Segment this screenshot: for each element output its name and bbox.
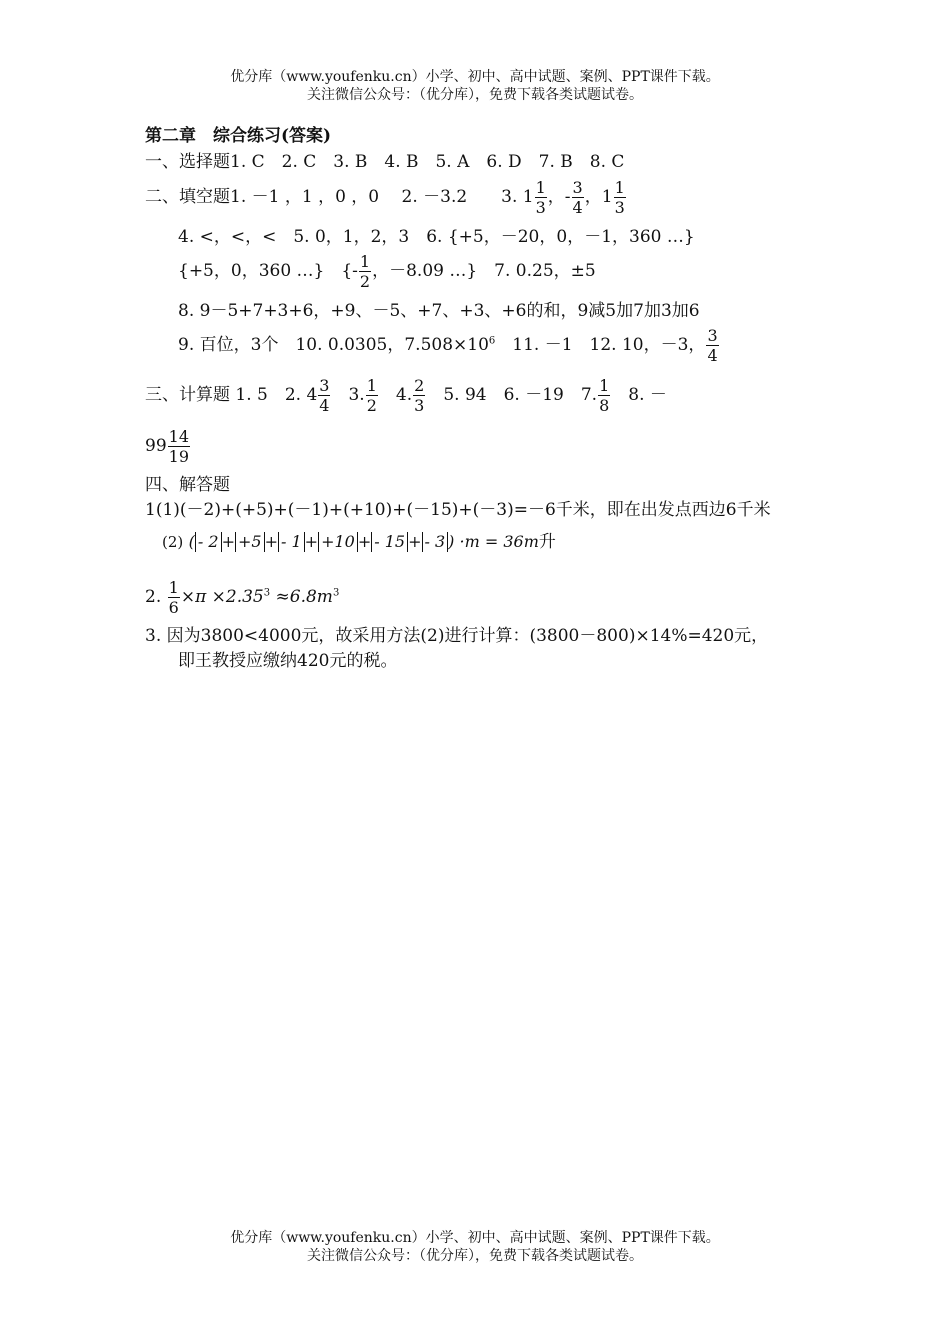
numerator: 1 (366, 376, 377, 395)
numerator: 3 (319, 376, 330, 395)
formula-result: ·m = 36m (459, 532, 539, 551)
numerator: 1 (614, 178, 625, 197)
exponent: 3 (332, 587, 340, 599)
separator: ，1 (584, 187, 613, 207)
denominator: 4 (572, 198, 583, 217)
numerator: 1 (599, 376, 610, 395)
section4-q2 (145, 578, 339, 617)
calc-text: 3. (331, 385, 365, 405)
separator: ，- (547, 187, 571, 207)
fraction (359, 252, 371, 291)
q2-approx: ≈6.8m (270, 587, 333, 607)
abs-term: - 1 (278, 532, 305, 552)
section4-q1b (162, 531, 556, 553)
header-line1: 优分库（www.youfenku.cn）小学、初中、高中试题、案例、PPT课件下载。 (230, 69, 720, 85)
section3-line1 (145, 376, 667, 415)
denominator: 4 (707, 346, 718, 365)
q1b-label: (2) (162, 533, 184, 551)
section4-q1a: 1(1)(－2)+(+5)+(－1)+(+10)+(－15)+(－3)=－6千米，即在出发点西边6千米 (145, 500, 771, 520)
fraction (535, 178, 547, 217)
footer-line2: 关注微信公众号：（优分库），免费下载各类试题试卷。 (307, 1248, 643, 1264)
denominator: 3 (414, 396, 425, 415)
fill-text-c1: {+5，0，360 …} {- (178, 261, 358, 281)
calc-text: 4. (378, 385, 413, 405)
numerator: 14 (168, 427, 189, 446)
footer-line1: 优分库（www.youfenku.cn）小学、初中、高中试题、案例、PPT课件下载。 (230, 1230, 720, 1246)
section4-q3b: 即王教授应缴纳420元的税。 (178, 651, 398, 671)
header (0, 68, 950, 104)
q2-label: 2. (145, 587, 162, 607)
denominator: 2 (366, 396, 377, 415)
fraction (413, 376, 425, 415)
section4-q3a: 3. 因为3800<4000元，故采用方法(2)进行计算：(3800－800)×14%=420元， (145, 626, 769, 646)
numerator: 3 (572, 178, 583, 197)
abs-term: +5 (235, 532, 265, 552)
section3-line2 (145, 427, 191, 466)
exponent: 3 (263, 587, 271, 599)
numerator: 1 (168, 578, 179, 597)
q2-expression: ×π ×2.35 (180, 587, 264, 607)
numerator: 1 (359, 252, 371, 271)
header-line2: 关注微信公众号：（优分库），免费下载各类试题试卷。 (307, 87, 643, 103)
formula: ( - 2 + +5 + - 1 + +10 + - 15 + - 3 ) ·m = 36m (188, 532, 539, 551)
numerator: 1 (535, 178, 546, 197)
denominator: 6 (168, 598, 179, 617)
fraction (168, 427, 190, 466)
fraction (366, 376, 378, 415)
page-title: 第二章 综合练习(答案) (145, 126, 332, 146)
section2-line1 (145, 178, 627, 217)
fraction (706, 326, 718, 365)
denominator: 3 (614, 198, 625, 217)
calc-text: 5. 94 6. －19 7. (426, 385, 598, 405)
calc-text: 8. － (611, 385, 667, 405)
unit: 升 (538, 532, 556, 552)
abs-term: +10 (318, 532, 358, 552)
fill-text-e2: 11. －1 12. 10，－3， (495, 335, 706, 355)
section2-line3 (178, 252, 596, 291)
section2-line5 (178, 326, 720, 365)
exponent: 6 (488, 335, 496, 347)
fraction (572, 178, 584, 217)
denominator: 4 (319, 396, 330, 415)
denominator: 2 (359, 272, 371, 291)
denominator: 8 (599, 396, 610, 415)
abs-term: - 15 (371, 532, 408, 552)
section2-line2: 4. <，<，< 5. 0，1，2，3 6. {+5，－20，0，－1，360 …} (178, 227, 695, 247)
denominator: 19 (168, 447, 189, 466)
fraction (318, 376, 330, 415)
fill-text-c2: ，－8.09 …} 7. 0.25，±5 (372, 261, 596, 281)
calc-text: 三、计算题 1. 5 2. 4 (145, 385, 318, 405)
numerator: 3 (707, 326, 718, 345)
section4-title: 四、解答题 (145, 475, 230, 495)
section1-choice: 一、选择题1. C 2. C 3. B 4. B 5. A 6. D 7. B 8. C (145, 152, 625, 172)
section2-line4: 8. 9－5+7+3+6，+9、－5、+7、+3、+6的和，9减5加7加3加6 (178, 301, 700, 321)
fill-text-e1: 9. 百位，3个 10. 0.0305，7.508×10 (178, 335, 489, 355)
abs-term: - 3 (422, 532, 449, 552)
whole-number: 99 (145, 436, 167, 456)
fraction (614, 178, 626, 217)
footer (0, 1229, 950, 1265)
numerator: 2 (414, 376, 425, 395)
fill-text-a: 二、填空题1. －1 ，1 ，0 ，0 2. －3.2 3. 1 (145, 187, 534, 207)
fraction (598, 376, 610, 415)
denominator: 3 (535, 198, 546, 217)
fraction (168, 578, 180, 617)
abs-term: - 2 (195, 532, 222, 552)
